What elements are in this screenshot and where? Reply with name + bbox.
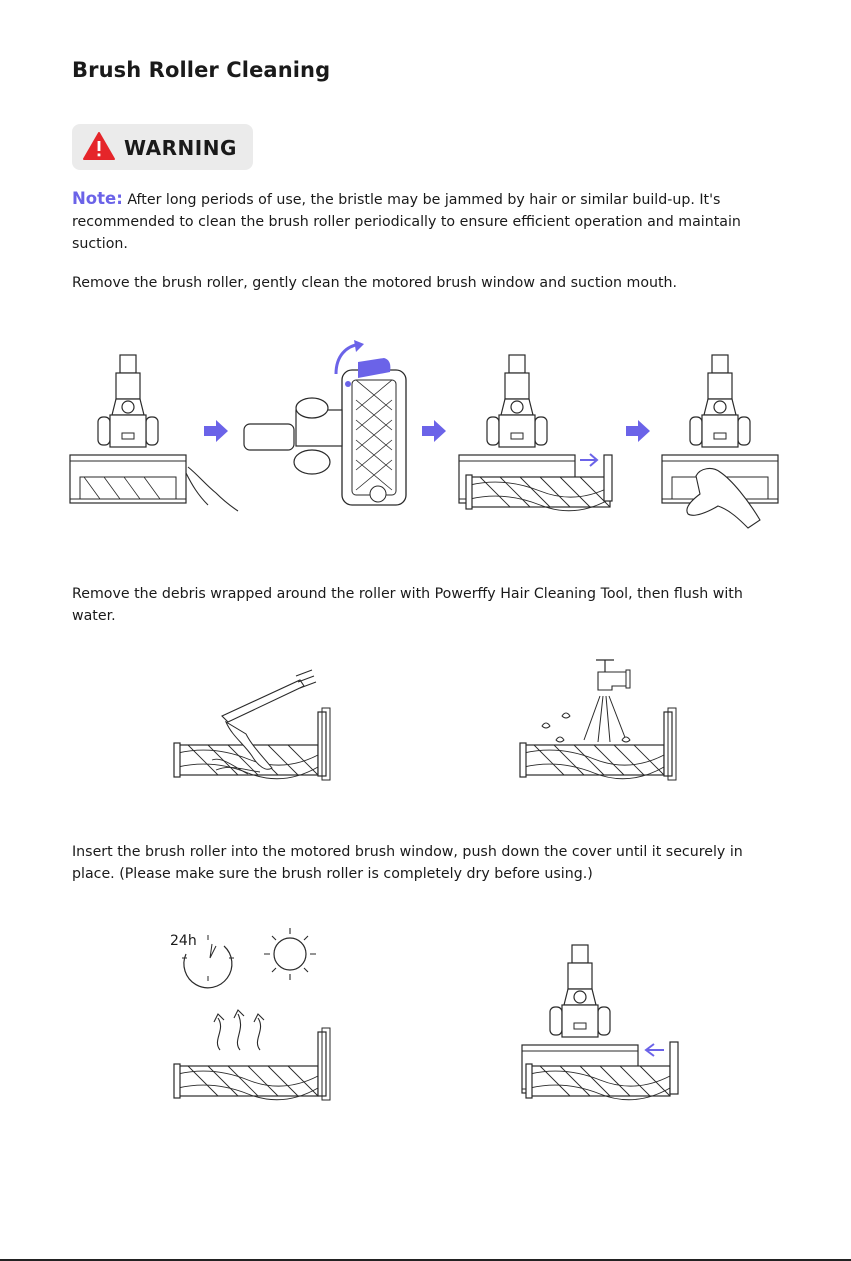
sun-icon	[264, 928, 316, 980]
step1-text: Remove the brush roller, gently clean the motored brush window and suction mouth.	[72, 275, 678, 291]
step3-text: Insert the brush roller into the motored brush window, push down the cover until it securely in place. (Please make sure the brush roller is completely dry before using.)	[72, 844, 743, 882]
step2-text: Remove the debris wrapped around the roller with Powerffy Hair Cleaning Tool, then flush with water.	[72, 586, 743, 624]
dry-time-label: 24h	[170, 933, 197, 949]
warning-label: WARNING	[124, 136, 237, 160]
note-text: After long periods of use, the bristle may be jammed by hair or similar build-up. It's recommended to clean the brush roller periodically to ensure efficient operation and maintain suction.	[72, 192, 741, 252]
clock-icon	[184, 946, 232, 988]
page-title: Brush Roller Cleaning	[72, 58, 331, 82]
note-label: Note:	[72, 189, 123, 208]
